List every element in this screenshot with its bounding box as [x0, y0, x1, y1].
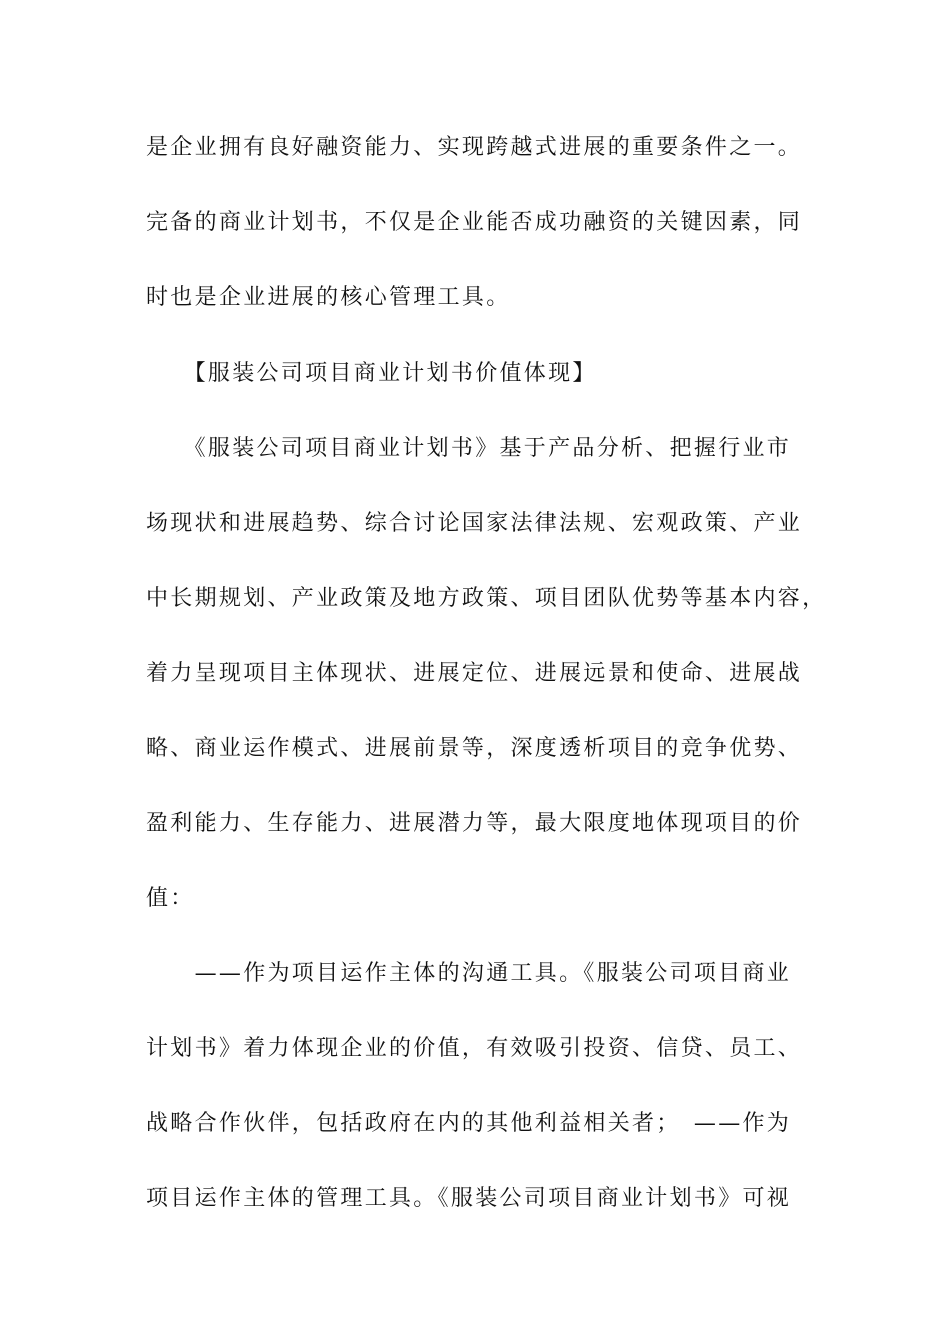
section-heading: 【服装公司项目商业计划书价值体现】 [146, 361, 597, 386]
body-line: 《服装公司项目商业计划书》基于产品分析、把握行业市 [146, 436, 792, 461]
body-line: 值： [146, 886, 195, 911]
body-line: 时也是企业进展的核心管理工具。 [146, 285, 511, 310]
body-line: 中长期规划、产业政策及地方政策、项目团队优势等基本内容， [146, 586, 827, 611]
body-line: ——作为项目运作主体的沟通工具。《服装公司项目商业 [146, 961, 792, 986]
body-line: 是企业拥有良好融资能力、实现跨越式进展的重要条件之一。 [146, 135, 803, 160]
body-line: 计划书》着力体现企业的价值，有效吸引投资、信贷、员工、 [146, 1036, 803, 1061]
body-line: 完备的商业计划书，不仅是企业能否成功融资的关键因素，同 [146, 210, 803, 235]
body-line: 项目运作主体的管理工具。《服装公司项目商业计划书》可视 [146, 1186, 792, 1211]
body-line: 盈利能力、生存能力、进展潜力等，最大限度地体现项目的价 [146, 811, 803, 836]
body-line: 场现状和进展趋势、综合讨论国家法律法规、宏观政策、产业 [146, 511, 803, 536]
body-line: 略、商业运作模式、进展前景等，深度透析项目的竞争优势、 [146, 736, 803, 761]
body-line: 着力呈现项目主体现状、进展定位、进展远景和使命、进展战 [146, 661, 803, 686]
body-line: 战略合作伙伴，包括政府在内的其他利益相关者； ——作为 [146, 1111, 792, 1136]
